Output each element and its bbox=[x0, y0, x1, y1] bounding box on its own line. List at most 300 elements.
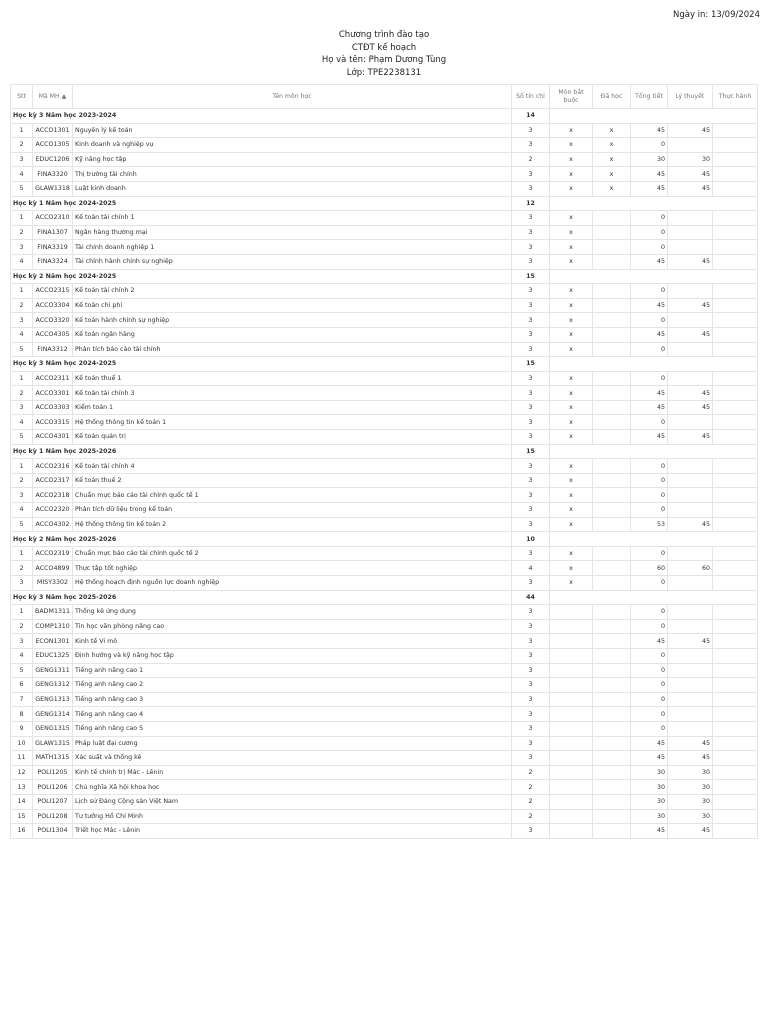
col-code-sort[interactable]: Mã MH ▲ bbox=[33, 85, 73, 109]
course-practice-periods bbox=[713, 240, 758, 255]
course-total-periods: 45 bbox=[631, 167, 668, 182]
semester-title: Học kỳ 1 Năm học 2024-2025 bbox=[11, 196, 512, 211]
course-theory-periods: 45 bbox=[668, 824, 713, 839]
course-practice-periods bbox=[713, 678, 758, 693]
table-row[interactable] bbox=[11, 313, 758, 328]
course-stt: 5 bbox=[11, 663, 33, 678]
course-credits: 3 bbox=[512, 824, 550, 839]
course-name: Kinh tế chính trị Mác - Lênin bbox=[73, 765, 512, 780]
course-total-periods: 30 bbox=[631, 780, 668, 795]
table-row[interactable] bbox=[11, 751, 758, 766]
course-name: Kế toán thuế 2 bbox=[73, 473, 512, 488]
course-practice-periods bbox=[713, 225, 758, 240]
course-stt: 2 bbox=[11, 561, 33, 576]
semester-spacer bbox=[550, 532, 758, 547]
course-theory-periods bbox=[668, 707, 713, 722]
course-theory-periods bbox=[668, 415, 713, 430]
table-row[interactable] bbox=[11, 240, 758, 255]
table-row[interactable] bbox=[11, 605, 758, 620]
course-stt: 5 bbox=[11, 517, 33, 532]
course-required-mark: x bbox=[550, 430, 593, 445]
course-taken-mark: x bbox=[593, 167, 631, 182]
course-credits: 3 bbox=[512, 430, 550, 445]
course-theory-periods bbox=[668, 721, 713, 736]
course-stt: 4 bbox=[11, 327, 33, 342]
course-theory-periods bbox=[668, 663, 713, 678]
col-theory[interactable]: Lý thuyết bbox=[668, 85, 713, 109]
table-row[interactable] bbox=[11, 619, 758, 634]
course-code: POLI1208 bbox=[33, 809, 73, 824]
col-total[interactable]: Tổng tiết bbox=[631, 85, 668, 109]
course-code: FINA3324 bbox=[33, 254, 73, 269]
course-code: FINA3319 bbox=[33, 240, 73, 255]
course-stt: 15 bbox=[11, 809, 33, 824]
course-theory-periods: 30 bbox=[668, 809, 713, 824]
course-code: ACCO2319 bbox=[33, 546, 73, 561]
course-theory-periods bbox=[668, 692, 713, 707]
table-row[interactable] bbox=[11, 634, 758, 649]
course-total-periods: 53 bbox=[631, 517, 668, 532]
course-required-mark: x bbox=[550, 327, 593, 342]
table-row[interactable] bbox=[11, 225, 758, 240]
course-code: ACCO3320 bbox=[33, 313, 73, 328]
course-code: EDUC1325 bbox=[33, 648, 73, 663]
course-required-mark: x bbox=[550, 181, 593, 196]
course-total-periods: 0 bbox=[631, 371, 668, 386]
course-required-mark: x bbox=[550, 342, 593, 357]
course-required-mark bbox=[550, 605, 593, 620]
course-credits: 3 bbox=[512, 546, 550, 561]
table-header-row bbox=[11, 85, 758, 109]
course-credits: 2 bbox=[512, 765, 550, 780]
course-practice-periods bbox=[713, 561, 758, 576]
course-stt: 16 bbox=[11, 824, 33, 839]
course-practice-periods bbox=[713, 298, 758, 313]
table-row[interactable] bbox=[11, 181, 758, 196]
course-stt: 2 bbox=[11, 298, 33, 313]
course-credits: 3 bbox=[512, 473, 550, 488]
course-name: Kế toán tài chính 1 bbox=[73, 211, 512, 226]
course-theory-periods: 30 bbox=[668, 794, 713, 809]
course-code: FINA3312 bbox=[33, 342, 73, 357]
course-theory-periods: 45 bbox=[668, 517, 713, 532]
course-stt: 3 bbox=[11, 152, 33, 167]
table-row[interactable] bbox=[11, 459, 758, 474]
course-credits: 3 bbox=[512, 181, 550, 196]
course-total-periods: 45 bbox=[631, 736, 668, 751]
course-credits: 3 bbox=[512, 634, 550, 649]
course-required-mark: x bbox=[550, 225, 593, 240]
table-row[interactable] bbox=[11, 707, 758, 722]
course-theory-periods: 45 bbox=[668, 254, 713, 269]
course-practice-periods bbox=[713, 123, 758, 138]
semester-credits: 15 bbox=[512, 444, 550, 459]
course-total-periods: 45 bbox=[631, 123, 668, 138]
course-taken-mark bbox=[593, 488, 631, 503]
semester-group-row bbox=[11, 590, 758, 605]
course-credits: 3 bbox=[512, 605, 550, 620]
semester-group-row bbox=[11, 357, 758, 372]
course-taken-mark bbox=[593, 459, 631, 474]
course-name: Phân tích báo cáo tài chính bbox=[73, 342, 512, 357]
course-credits: 3 bbox=[512, 503, 550, 518]
course-stt: 1 bbox=[11, 459, 33, 474]
course-stt: 4 bbox=[11, 415, 33, 430]
table-row[interactable] bbox=[11, 721, 758, 736]
course-taken-mark bbox=[593, 371, 631, 386]
course-credits: 3 bbox=[512, 517, 550, 532]
course-practice-periods bbox=[713, 138, 758, 153]
table-row[interactable] bbox=[11, 371, 758, 386]
course-theory-periods bbox=[668, 648, 713, 663]
table-row[interactable] bbox=[11, 780, 758, 795]
course-required-mark: x bbox=[550, 459, 593, 474]
col-required[interactable]: Môn bắt buộc bbox=[550, 85, 593, 109]
course-theory-periods bbox=[668, 576, 713, 591]
course-practice-periods bbox=[713, 488, 758, 503]
table-row[interactable] bbox=[11, 123, 758, 138]
course-theory-periods bbox=[668, 138, 713, 153]
course-required-mark: x bbox=[550, 576, 593, 591]
course-name: Tài chính doanh nghiệp 1 bbox=[73, 240, 512, 255]
course-required-mark: x bbox=[550, 371, 593, 386]
course-credits: 3 bbox=[512, 751, 550, 766]
document-title: Chương trình đào tạo bbox=[338, 30, 430, 40]
table-row[interactable] bbox=[11, 211, 758, 226]
table-row[interactable] bbox=[11, 430, 758, 445]
course-taken-mark bbox=[593, 561, 631, 576]
table-row[interactable] bbox=[11, 488, 758, 503]
table-row[interactable] bbox=[11, 298, 758, 313]
course-theory-periods bbox=[668, 546, 713, 561]
course-total-periods: 45 bbox=[631, 634, 668, 649]
course-required-mark: x bbox=[550, 211, 593, 226]
course-credits: 3 bbox=[512, 707, 550, 722]
table-row[interactable] bbox=[11, 138, 758, 153]
course-credits: 3 bbox=[512, 648, 550, 663]
course-required-mark: x bbox=[550, 386, 593, 401]
course-code: BADM1311 bbox=[33, 605, 73, 620]
course-practice-periods bbox=[713, 167, 758, 182]
table-row[interactable] bbox=[11, 400, 758, 415]
course-stt: 4 bbox=[11, 254, 33, 269]
course-total-periods: 45 bbox=[631, 400, 668, 415]
course-credits: 2 bbox=[512, 780, 550, 795]
table-row[interactable] bbox=[11, 415, 758, 430]
course-name: Tiếng anh nâng cao 5 bbox=[73, 721, 512, 736]
course-practice-periods bbox=[713, 780, 758, 795]
course-name: Chuẩn mực báo cáo tài chính quốc tế 2 bbox=[73, 546, 512, 561]
course-name: Kinh doanh và nghiệp vụ bbox=[73, 138, 512, 153]
course-total-periods: 45 bbox=[631, 824, 668, 839]
course-theory-periods: 45 bbox=[668, 123, 713, 138]
course-practice-periods bbox=[713, 459, 758, 474]
class-name: Lớp: TPE2238131 bbox=[346, 67, 422, 78]
course-total-periods: 0 bbox=[631, 619, 668, 634]
course-credits: 4 bbox=[512, 561, 550, 576]
course-theory-periods: 45 bbox=[668, 751, 713, 766]
course-required-mark: x bbox=[550, 415, 593, 430]
course-name: Chuẩn mực báo cáo tài chính quốc tế 1 bbox=[73, 488, 512, 503]
col-stt[interactable]: Stt bbox=[11, 85, 33, 109]
course-theory-periods: 45 bbox=[668, 298, 713, 313]
course-required-mark bbox=[550, 765, 593, 780]
course-required-mark bbox=[550, 648, 593, 663]
course-taken-mark bbox=[593, 707, 631, 722]
course-total-periods: 45 bbox=[631, 430, 668, 445]
course-practice-periods bbox=[713, 152, 758, 167]
course-theory-periods bbox=[668, 342, 713, 357]
course-taken-mark bbox=[593, 794, 631, 809]
course-theory-periods: 30 bbox=[668, 765, 713, 780]
semester-group-row bbox=[11, 532, 758, 547]
semester-title: Học kỳ 3 Năm học 2024-2025 bbox=[11, 357, 512, 372]
course-theory-periods: 45 bbox=[668, 327, 713, 342]
course-taken-mark: x bbox=[593, 138, 631, 153]
col-practice[interactable]: Thực hành bbox=[713, 85, 758, 109]
course-taken-mark bbox=[593, 254, 631, 269]
course-name: Kinh tế Vi mô bbox=[73, 634, 512, 649]
course-credits: 3 bbox=[512, 298, 550, 313]
course-required-mark: x bbox=[550, 254, 593, 269]
course-total-periods: 45 bbox=[631, 751, 668, 766]
course-credits: 3 bbox=[512, 678, 550, 693]
course-name: Xác suất và thống kê bbox=[73, 751, 512, 766]
course-credits: 3 bbox=[512, 371, 550, 386]
course-theory-periods: 45 bbox=[668, 430, 713, 445]
course-taken-mark: x bbox=[593, 181, 631, 196]
course-stt: 2 bbox=[11, 386, 33, 401]
course-practice-periods bbox=[713, 794, 758, 809]
course-practice-periods bbox=[713, 254, 758, 269]
course-code: ACCO4899 bbox=[33, 561, 73, 576]
table-row[interactable] bbox=[11, 167, 758, 182]
course-required-mark bbox=[550, 707, 593, 722]
semester-group-row bbox=[11, 109, 758, 124]
course-stt: 12 bbox=[11, 765, 33, 780]
semester-credits: 15 bbox=[512, 357, 550, 372]
course-practice-periods bbox=[713, 707, 758, 722]
course-required-mark: x bbox=[550, 298, 593, 313]
course-total-periods: 0 bbox=[631, 473, 668, 488]
table-row[interactable] bbox=[11, 648, 758, 663]
course-name: Nguyên lý kế toán bbox=[73, 123, 512, 138]
table-row[interactable] bbox=[11, 809, 758, 824]
course-total-periods: 0 bbox=[631, 605, 668, 620]
col-taken[interactable]: Đã học bbox=[593, 85, 631, 109]
course-required-mark bbox=[550, 809, 593, 824]
course-stt: 1 bbox=[11, 123, 33, 138]
table-row[interactable] bbox=[11, 576, 758, 591]
course-stt: 4 bbox=[11, 503, 33, 518]
course-total-periods: 0 bbox=[631, 459, 668, 474]
col-credits[interactable]: Số tín chỉ bbox=[512, 85, 550, 109]
course-total-periods: 0 bbox=[631, 648, 668, 663]
course-theory-periods: 45 bbox=[668, 736, 713, 751]
course-practice-periods bbox=[713, 415, 758, 430]
course-code: ACCO2317 bbox=[33, 473, 73, 488]
semester-title: Học kỳ 3 Năm học 2025-2026 bbox=[11, 590, 512, 605]
student-name: Họ và tên: Phạm Dương Tùng bbox=[321, 55, 447, 65]
table-row[interactable] bbox=[11, 678, 758, 693]
course-name: Pháp luật đại cương bbox=[73, 736, 512, 751]
table-row[interactable] bbox=[11, 736, 758, 751]
course-required-mark bbox=[550, 751, 593, 766]
course-required-mark: x bbox=[550, 400, 593, 415]
course-theory-periods bbox=[668, 211, 713, 226]
course-total-periods: 0 bbox=[631, 488, 668, 503]
course-taken-mark bbox=[593, 605, 631, 620]
course-theory-periods: 30 bbox=[668, 152, 713, 167]
table-row[interactable] bbox=[11, 692, 758, 707]
course-code: MATH1315 bbox=[33, 751, 73, 766]
semester-spacer bbox=[550, 109, 758, 124]
course-code: GENG1311 bbox=[33, 663, 73, 678]
course-taken-mark bbox=[593, 678, 631, 693]
table-row[interactable] bbox=[11, 254, 758, 269]
course-stt: 13 bbox=[11, 780, 33, 795]
col-name[interactable]: Tên môn học bbox=[73, 85, 512, 109]
course-practice-periods bbox=[713, 503, 758, 518]
table-row[interactable] bbox=[11, 546, 758, 561]
course-theory-periods: 60 bbox=[668, 561, 713, 576]
course-practice-periods bbox=[713, 648, 758, 663]
course-taken-mark bbox=[593, 663, 631, 678]
course-stt: 6 bbox=[11, 678, 33, 693]
course-required-mark: x bbox=[550, 167, 593, 182]
course-credits: 3 bbox=[512, 386, 550, 401]
semester-spacer bbox=[550, 444, 758, 459]
course-taken-mark bbox=[593, 225, 631, 240]
table-row[interactable] bbox=[11, 765, 758, 780]
table-row[interactable] bbox=[11, 342, 758, 357]
course-required-mark bbox=[550, 824, 593, 839]
table-row[interactable] bbox=[11, 503, 758, 518]
course-practice-periods bbox=[713, 824, 758, 839]
course-name: Tiếng anh nâng cao 4 bbox=[73, 707, 512, 722]
course-name: Kế toán tài chính 4 bbox=[73, 459, 512, 474]
semester-credits: 15 bbox=[512, 269, 550, 284]
table-row[interactable] bbox=[11, 473, 758, 488]
course-credits: 3 bbox=[512, 415, 550, 430]
course-taken-mark bbox=[593, 809, 631, 824]
course-taken-mark bbox=[593, 546, 631, 561]
course-theory-periods bbox=[668, 488, 713, 503]
course-stt: 9 bbox=[11, 721, 33, 736]
table-row[interactable] bbox=[11, 663, 758, 678]
course-code: GENG1315 bbox=[33, 721, 73, 736]
semester-title: Học kỳ 1 Năm học 2025-2026 bbox=[11, 444, 512, 459]
course-required-mark: x bbox=[550, 503, 593, 518]
course-practice-periods bbox=[713, 430, 758, 445]
course-practice-periods bbox=[713, 736, 758, 751]
table-row[interactable] bbox=[11, 386, 758, 401]
course-name: Kỹ năng học tập bbox=[73, 152, 512, 167]
semester-credits: 12 bbox=[512, 196, 550, 211]
table-row[interactable] bbox=[11, 794, 758, 809]
course-name: Kế toán quản trị bbox=[73, 430, 512, 445]
course-total-periods: 0 bbox=[631, 240, 668, 255]
course-required-mark: x bbox=[550, 546, 593, 561]
course-total-periods: 30 bbox=[631, 809, 668, 824]
course-taken-mark bbox=[593, 517, 631, 532]
table-row[interactable] bbox=[11, 517, 758, 532]
course-credits: 3 bbox=[512, 167, 550, 182]
course-code: ACCO3315 bbox=[33, 415, 73, 430]
semester-group-row bbox=[11, 196, 758, 211]
course-practice-periods bbox=[713, 327, 758, 342]
course-code: ACCO4305 bbox=[33, 327, 73, 342]
table-row[interactable] bbox=[11, 152, 758, 167]
course-required-mark: x bbox=[550, 240, 593, 255]
table-row[interactable] bbox=[11, 327, 758, 342]
course-stt: 11 bbox=[11, 751, 33, 766]
semester-spacer bbox=[550, 357, 758, 372]
course-stt: 2 bbox=[11, 473, 33, 488]
curriculum-table bbox=[10, 84, 758, 839]
course-code: ACCO2316 bbox=[33, 459, 73, 474]
course-practice-periods bbox=[713, 517, 758, 532]
course-name: Triết học Mác - Lênin bbox=[73, 824, 512, 839]
table-row[interactable] bbox=[11, 561, 758, 576]
course-code: POLI1304 bbox=[33, 824, 73, 839]
course-taken-mark bbox=[593, 473, 631, 488]
course-taken-mark bbox=[593, 751, 631, 766]
course-code: ACCO1305 bbox=[33, 138, 73, 153]
course-code: ACCO2318 bbox=[33, 488, 73, 503]
course-name: Kế toán ngân hàng bbox=[73, 327, 512, 342]
course-taken-mark bbox=[593, 648, 631, 663]
course-practice-periods bbox=[713, 809, 758, 824]
course-stt: 8 bbox=[11, 707, 33, 722]
semester-spacer bbox=[550, 269, 758, 284]
course-taken-mark bbox=[593, 386, 631, 401]
course-credits: 3 bbox=[512, 721, 550, 736]
course-practice-periods bbox=[713, 284, 758, 299]
course-required-mark bbox=[550, 736, 593, 751]
course-practice-periods bbox=[713, 386, 758, 401]
course-name: Kế toán tài chính 2 bbox=[73, 284, 512, 299]
course-required-mark: x bbox=[550, 152, 593, 167]
course-taken-mark bbox=[593, 284, 631, 299]
course-stt: 3 bbox=[11, 634, 33, 649]
course-credits: 3 bbox=[512, 459, 550, 474]
course-name: Ngân hàng thương mại bbox=[73, 225, 512, 240]
course-total-periods: 0 bbox=[631, 692, 668, 707]
course-required-mark: x bbox=[550, 488, 593, 503]
course-stt: 2 bbox=[11, 619, 33, 634]
table-row[interactable] bbox=[11, 284, 758, 299]
course-taken-mark bbox=[593, 765, 631, 780]
course-credits: 3 bbox=[512, 663, 550, 678]
course-stt: 5 bbox=[11, 181, 33, 196]
course-practice-periods bbox=[713, 313, 758, 328]
course-taken-mark: x bbox=[593, 123, 631, 138]
course-practice-periods bbox=[713, 473, 758, 488]
course-credits: 3 bbox=[512, 254, 550, 269]
course-practice-periods bbox=[713, 181, 758, 196]
course-theory-periods bbox=[668, 503, 713, 518]
table-row[interactable] bbox=[11, 824, 758, 839]
course-stt: 5 bbox=[11, 430, 33, 445]
course-name: Tin học văn phòng nâng cao bbox=[73, 619, 512, 634]
course-stt: 3 bbox=[11, 313, 33, 328]
course-credits: 3 bbox=[512, 736, 550, 751]
course-total-periods: 45 bbox=[631, 254, 668, 269]
course-stt: 3 bbox=[11, 240, 33, 255]
course-theory-periods: 45 bbox=[668, 167, 713, 182]
course-code: GENG1312 bbox=[33, 678, 73, 693]
